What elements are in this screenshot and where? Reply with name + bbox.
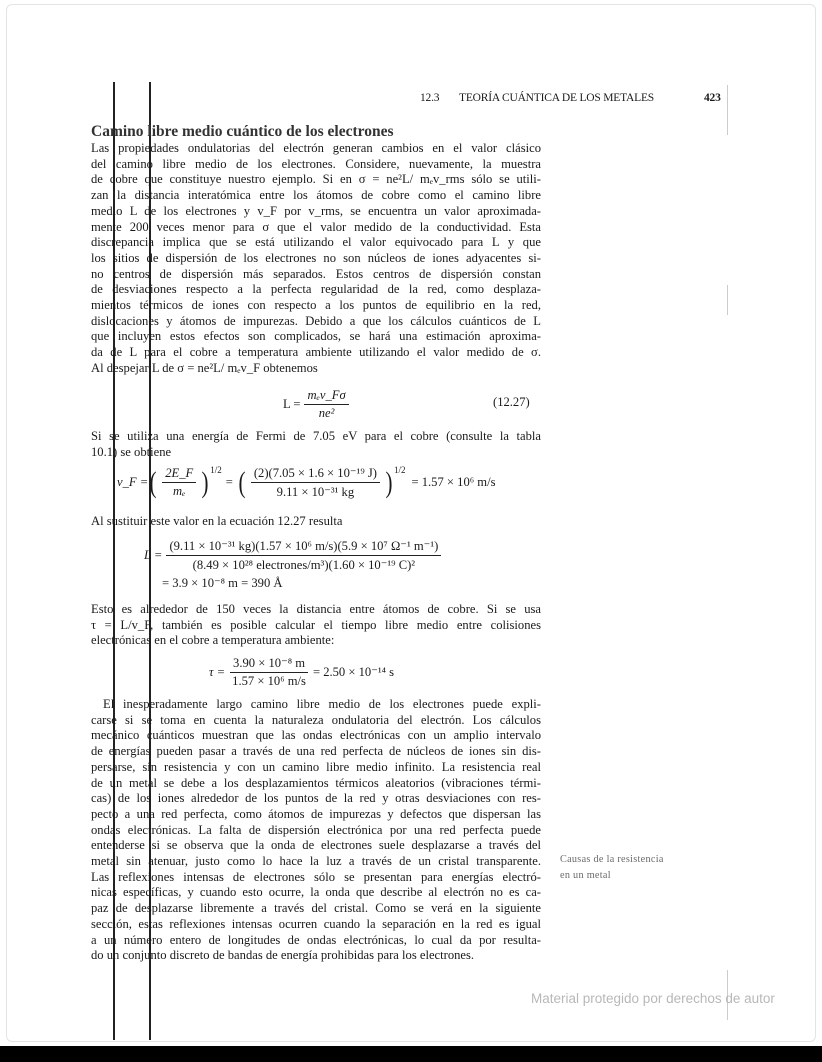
text-line: Al despejar L de σ = ne²L/ mₑv_F obtenemos [91, 360, 318, 375]
paragraph-1 [91, 141, 541, 377]
eq-exponent: 1/2 [393, 465, 406, 475]
paragraph-2 [91, 429, 541, 460]
paragraph-5 [91, 697, 541, 964]
eq-numerator: mₑv_Fσ [304, 388, 348, 405]
text-line: Esto es alrededor de 150 veces la distancia entre átomos de cobre. Si se usa [91, 602, 541, 616]
text-line: a un número entero de longitudes de ondas electrónicas, lo cual da por resulta- [91, 932, 541, 947]
eq-denominator: mₑ [173, 484, 186, 498]
text-line: paz de desplazarse libremente a través del cristal. Como se verá en la siguiente [91, 901, 541, 916]
section-number: 12.3 [420, 92, 440, 104]
eq-denominator: ne² [318, 406, 335, 420]
text-line: do un conjunto discreto de bandas de energía prohibidas para los electrones. [91, 948, 475, 963]
text-line: carse si se toma en cuenta la naturaleza ondulatoria del electrón. Los cálculos [91, 712, 541, 727]
eq-exponent: 1/2 [210, 465, 222, 475]
text-line: de cobre que constituye nuestro ejemplo. Si en σ = ne²L/ mₑv_rms sólo se utili- [91, 172, 541, 187]
equation-12-27 [283, 388, 353, 421]
text-line: τ = L/v_F, también es posible calcular el tiempo libre medio entre colisiones [91, 617, 541, 632]
text-line: mente 200 veces menor para σ que el valor medido de la conductividad. Esta [91, 219, 541, 234]
text-line: de un metal se debe a los desplazamientos térmicos aleatorios (vibraciones térmi- [91, 775, 541, 790]
text-line: de energías pueden pasar a través de una red perfecta de núcleos de iones sin dis- [91, 744, 541, 759]
eq-lhs: v_F = [117, 475, 149, 489]
eq-result: = 2.50 × 10⁻¹⁴ s [312, 665, 395, 679]
margin-tick [727, 285, 728, 315]
eq-denominator: 9.11 × 10⁻³¹ kg [276, 485, 355, 499]
text-line: ondas electrónicas. La falta de dispersión electrónica por una red perfecta puede [91, 822, 541, 837]
margin-note-line: en un metal [560, 870, 611, 881]
paragraph-4 [91, 602, 541, 649]
text-line: da de L para el cobre a temperatura ambiente utilizando el valor medido de σ. [91, 345, 541, 360]
text-line: metal sin atenuar, justo como lo hace la luz a través de un cristal transparente. [91, 854, 541, 869]
text-line: Si se utiliza una energía de Fermi de 7.05 eV para el cobre (consulte la tabla [91, 429, 541, 443]
text-line: discrepancia implica que se está utilizando el valor equivocado para L y que [91, 235, 541, 250]
margin-note-line: Causas de la resistencia [560, 854, 664, 865]
copyright-watermark: Material protegido por derechos de autor [531, 991, 775, 1006]
text-line: zan la distancia interatómica entre los átomos de cobre como el camino libre [91, 188, 541, 203]
equation-number: (12.27) [493, 395, 530, 409]
paragraph-3 [91, 514, 541, 530]
margin-tick [727, 85, 728, 135]
text-line: no centros de dispersión más separados. Estos centros de dispersión constan [91, 266, 541, 281]
text-line: pecto a una red perfecta, como átomos de impurezas y defectos que dispersan las [91, 806, 541, 821]
eq-denominator: 1.57 × 10⁶ m/s [232, 674, 306, 688]
text-line: Al sustituir este valor en la ecuación 12.27 resulta [91, 514, 343, 528]
margin-note [560, 852, 664, 884]
text-line: del camino libre medio de los electrones. Considere, nuevamente, la muestra [91, 156, 541, 171]
text-line: entenderse si se observa que la onda de electrones suele desplazarse a través del [91, 838, 541, 853]
text-line: nicas específicas, y cuando esto ocurre, la onda que describe al electrón no es ca- [91, 885, 541, 900]
text-line: sección, estas reflexiones intensas ocurren cuando la separación en la red es igual [91, 916, 541, 931]
text-line: que incluyen estos efectos son complicados, se hará una estimación aproxima- [91, 329, 541, 344]
eq-result: = 1.57 × 10⁶ m/s [411, 475, 496, 489]
eq-lhs: L = [144, 548, 163, 562]
section-heading: Camino libre medio cuántico de los electrones [91, 123, 394, 140]
text-line: mientos térmicos de iones con respecto a los puntos de equilibrio en la red, [91, 298, 541, 313]
running-title: TEORÍA CUÁNTICA DE LOS METALES [459, 92, 654, 104]
eq-numerator: (2)(7.05 × 1.6 × 10⁻¹⁹ J) [251, 465, 380, 483]
text-line: Las reflexiones intensas de electrones sólo se presentan para energías electró- [91, 869, 541, 884]
text-line: mecánico cuánticos muestran que las ondas electrónicas con un amplio intervalo [91, 728, 541, 743]
equation-mean-free-path [144, 538, 445, 573]
eq-lhs: L = [283, 397, 301, 411]
text-line: Las propiedades ondulatorias del electrón generan cambios en el valor clásico [91, 141, 541, 155]
text-line: cas) de los iones alrededor de los puntos de la red y otras desviaciones con res- [91, 791, 541, 806]
eq-numerator: (9.11 × 10⁻³¹ kg)(1.57 × 10⁶ m/s)(5.9 × 10⁷ Ω⁻¹ m⁻¹) [166, 538, 441, 556]
equation-mean-free-time [209, 655, 394, 689]
page-number: 423 [704, 92, 721, 104]
eq-numerator: 2E_F [162, 466, 196, 483]
text-line: dislocaciones y átomos de impurezas. Debido a que los cálculos cuánticos de L [91, 313, 541, 328]
text-line: de desviaciones respecto a la perfecta regularidad de la red, como desplaza- [91, 282, 541, 297]
eq-lhs: τ = [209, 664, 226, 679]
text-line: persarse, sin resistencia y con un camino libre medio infinito. La resistencia real [91, 759, 541, 774]
equation-fermi-velocity: v_F = ( $\frac{2E\_F}{\text{mₑ}}$ ) $^{1/2}$ = ( $\frac{\text{(2)(7.05 × 1.6 × 10⁻¹⁹ J)}}{\text{9.11 × 10⁻³¹ kg}}$ ) $^{1/2}$ = 1.57 × 10⁶ m/s [117, 465, 496, 499]
text-line: los sitios de dispersión de los electrones no son núcleos de iones adyacentes si- [91, 250, 541, 265]
text-line: 10.1) se obtiene [91, 444, 172, 459]
eq-denominator: (8.49 × 10²⁸ electrones/m³)(1.60 × 10⁻¹⁹ C)² [192, 558, 416, 572]
text-line: electrónicas en el cobre a temperatura ambiente: [91, 633, 335, 648]
text-line: El inesperadamente largo camino libre medio de los electrones puede expli- [103, 697, 541, 711]
bottom-bar [0, 1046, 822, 1062]
eq-numerator: 3.90 × 10⁻⁸ m [230, 655, 308, 673]
text-line: medio L de los electrones y v_F por v_rms, se encuentra un valor aproximada- [91, 203, 541, 218]
equation-result: = 3.9 × 10⁻⁸ m = 390 Å [162, 576, 283, 590]
